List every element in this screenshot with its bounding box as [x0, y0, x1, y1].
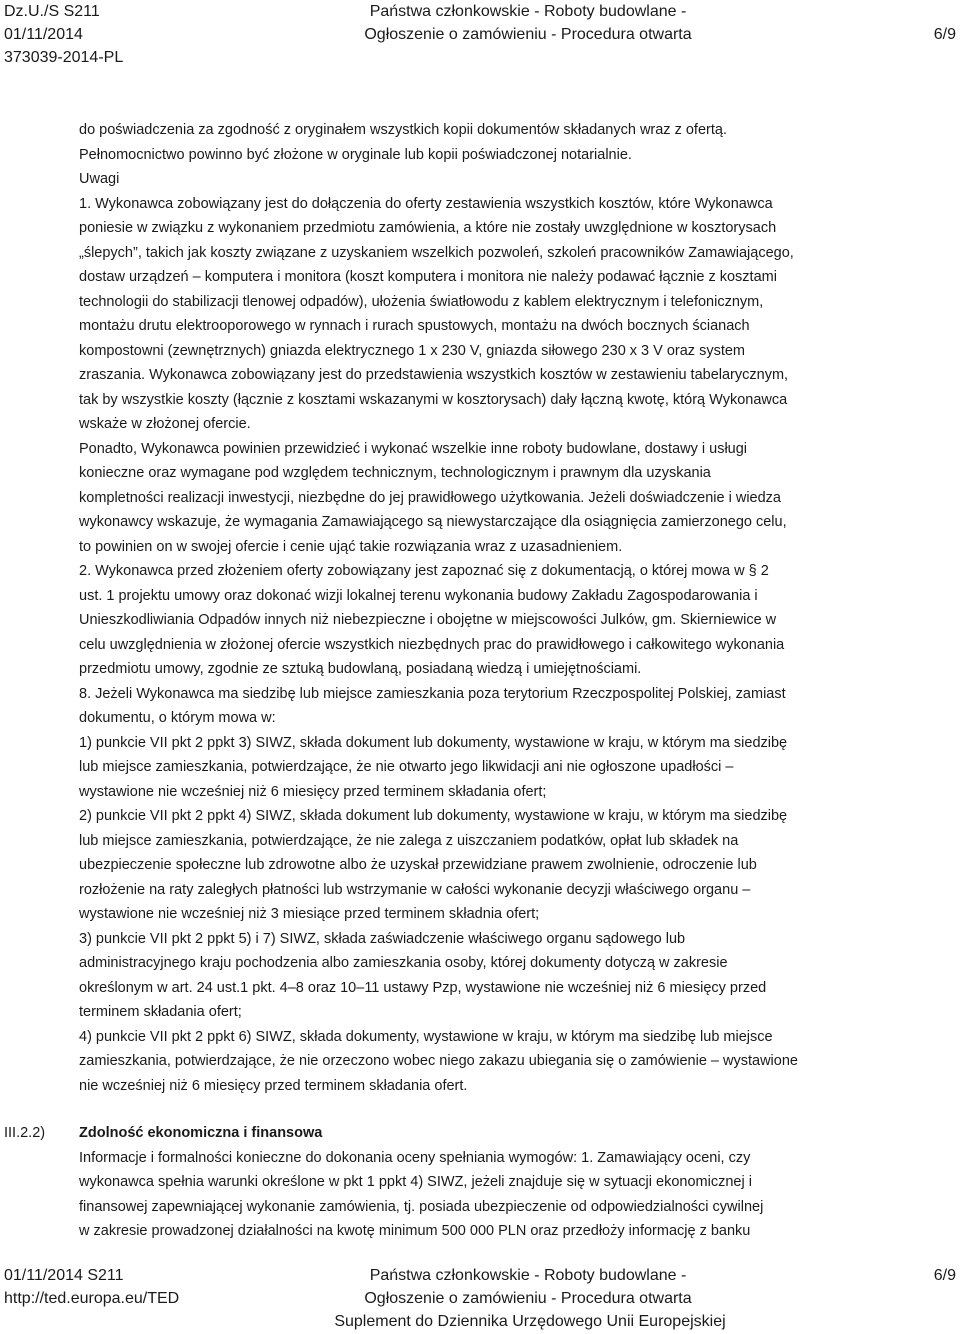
text-line: dostaw urządzeń – komputera i monitora (koszt komputera i monitora nie należy podawać łącznie z kosztami	[79, 269, 777, 285]
text-line: administracyjnego kraju pochodzenia albo zamieszkania osoby, której dokumenty dotyczą w zakresie	[79, 955, 728, 971]
text-line: 2. Wykonawca przed złożeniem oferty zobowiązany jest zapoznać się z dokumentacją, o której mowa w § 2	[79, 563, 769, 579]
text-line: rozłożenie na raty zaległych płatności lub wstrzymanie w całości wykonanie decyzji właściwego organu –	[79, 881, 751, 898]
section-code: III.2.2)	[4, 1125, 46, 1141]
text-line: 8. Jeżeli Wykonawca ma siedzibę lub miejsce zamieszkania poza terytorium Rzeczpospolitej Polskiej, zamiast	[79, 685, 786, 702]
text-line: określonym w art. 24 ust.1 pkt. 4–8 oraz 10–11 ustawy Pzp, wystawione nie wcześniej niż 6 miesięcy przed	[79, 979, 767, 996]
text-line: zamieszkania, potwierdzające, że nie orzeczono wobec niego zakazu ubiegania się o zamówienie – wystawione	[79, 1053, 798, 1069]
footer-title-line-2: Ogłoszenie o zamówieniu - Procedura otwarta	[364, 1290, 692, 1307]
text-line: lub miejsce zamieszkania, potwierdzające, że nie zalega z uiszczaniem podatków, opłat lub składek na	[79, 832, 739, 849]
text-line: wystawione nie wcześniej niż 3 miesiące przed terminem składnia ofert;	[79, 906, 540, 922]
text-line: ust. 1 projektu umowy oraz dokonać wizji lokalnej terenu wykonania budowy Zakładu Zagospodarowania i	[79, 587, 758, 604]
footer-left	[4, 1264, 179, 1310]
header-page-number: 6/9	[933, 26, 956, 43]
text-line: 4) punkcie VII pkt 2 ppkt 6) SIWZ, składa dokumenty, wystawione w kraju, w którym ma siedzibę lub miejsce	[79, 1028, 773, 1045]
footer-page-number: 6/9	[933, 1267, 956, 1284]
header-title	[348, 0, 708, 46]
text-line: 2) punkcie VII pkt 2 ppkt 4) SIWZ, składa dokument lub dokumenty, wystawione w kraju, w którym ma siedzibę	[79, 808, 788, 824]
text-line: nie wcześniej niż 6 miesięcy przed terminem składania ofert.	[79, 1077, 468, 1094]
text-line: „ślepych”, takich jak koszty związane z uzyskaniem wszelkich pozwoleń, szkoleń pracowników Zamawiającego,	[79, 244, 794, 261]
footer-supplement: Suplement do Dziennika Urzędowego Unii Europejskiej	[334, 1313, 726, 1330]
text-line: Ponadto, Wykonawca powinien przewidzieć i wykonać wszelkie inne roboty budowlane, dostawy i usługi	[79, 440, 748, 457]
notice-number: 373039-2014-PL	[4, 49, 124, 66]
text-line: konieczne oraz wymagane pod względem technicznym, technologicznym i prawnym dla uzyskania	[79, 465, 711, 481]
text-line: 3) punkcie VII pkt 2 ppkt 5) i 7) SIWZ, składa zaświadczenie właściwego organu sądowego lub	[79, 930, 686, 947]
text-line: to powinien on w swojej ofercie i cenie ująć takie rozwiązania wraz z uzasadnieniem.	[79, 538, 623, 555]
header-left	[4, 0, 123, 69]
publication-date: 01/11/2014	[4, 26, 83, 43]
text-line: tak by wszystkie koszty (łącznie z kosztami wskazanymi w kosztorysach) dały łączną kwotę, którą Wykonawca	[79, 391, 788, 408]
section-text	[79, 1146, 957, 1244]
text-line: montażu drutu elektrooporowego w rynnach i rurach spustowych, montażu na dwóch bocznych ścianach	[79, 318, 750, 334]
footer-title	[348, 1264, 708, 1310]
text-line: wystawione nie wcześniej niż 6 miesięcy przed terminem składania ofert;	[79, 783, 547, 800]
footer-title-line-1: Państwa członkowskie - Roboty budowlane -	[369, 1267, 687, 1284]
body-text	[79, 118, 957, 1098]
header-title-line-1: Państwa członkowskie - Roboty budowlane -	[369, 3, 687, 20]
text-line: kompostowni (zewnętrznych) gniazda elektrycznego 1 x 230 V, gniazda siłowego 230 x 3 V oraz system	[79, 342, 746, 359]
text-line: technologii do stabilizacji tlenowej odpadów), ułożenia światłowodu z kablem elektrycznym i telefonicznym,	[79, 293, 764, 310]
text-line: wskaże w złożonej ofercie.	[79, 416, 251, 432]
header-title-line-2: Ogłoszenie o zamówieniu - Procedura otwarta	[364, 26, 692, 43]
text-line: 1) punkcie VII pkt 2 ppkt 3) SIWZ, składa dokument lub dokumenty, wystawione w kraju, w którym ma siedzibę	[79, 734, 788, 751]
text-line: kompletności realizacji inwestycji, niezbędne do jej prawidłowego użytkowania. Jeżeli doświadczenie i wiedza	[79, 489, 781, 506]
text-line: ubezpieczenie społeczne lub zdrowotne albo że uzyskał przewidziane prawem zwolnienie, odroczenie lub	[79, 857, 757, 873]
text-line: zraszania. Wykonawca zobowiązany jest do przedstawienia wszystkich kosztów w zestawieniu tabelarycznym,	[79, 367, 789, 383]
text-line: przedmiotu umowy, zgodnie ze sztuką budowlaną, posiadaną wiedzą i umiejętnościami.	[79, 661, 642, 677]
text-line: Uwagi	[79, 171, 120, 187]
text-line: do poświadczenia za zgodność z oryginałem wszystkich kopii dokumentów składanych wraz z ofertą.	[79, 122, 727, 138]
text-line: lub miejsce zamieszkania, potwierdzające, że nie otwarto jego likwidacji ani nie ogłoszone upadłości –	[79, 759, 734, 775]
text-line: finansowej zapewniającej wykonanie zamówienia, tj. posiada ubezpieczenie od odpowiedzialności cywilnej	[79, 1198, 764, 1215]
section-title: Zdolność ekonomiczna i finansowa	[79, 1125, 323, 1141]
text-line: w zakresie prowadzonej działalności na kwotę minimum 500 000 PLN oraz przedłoży informację z banku	[79, 1223, 751, 1239]
text-line: celu uwzględnienia w złożonej ofercie wszystkich niezbędnych prac do prawidłowego i całkowitego wykonania	[79, 636, 785, 653]
text-line: dokumentu, o którym mowa w:	[79, 710, 276, 726]
text-line: poniesie w związku z wykonaniem przedmiotu zamówienia, a które nie zostały uwzględnione w kosztorysach	[79, 220, 777, 236]
text-line: Pełnomocnictwo powinno być złożone w oryginale lub kopii poświadczonej notarialnie.	[79, 146, 632, 163]
text-line: wykonawca spełnia warunki określone w pkt 1 ppkt 4) SIWZ, jeżeli znajduje się w sytuacji ekonomicznej i	[79, 1174, 752, 1190]
text-line: Informacje i formalności konieczne do dokonania oceny spełniania wymogów: 1. Zamawiający oceni, czy	[79, 1149, 751, 1166]
text-line: 1. Wykonawca zobowiązany jest do dołączenia do oferty zestawienia wszystkich kosztów, które Wykonawca	[79, 195, 773, 212]
footer-url: http://ted.europa.eu/TED	[4, 1290, 180, 1307]
journal-ref: Dz.U./S S211	[4, 3, 100, 20]
text-line: Unieszkodliwiania Odpadów innych niż niebezpieczne i obojętne w miejscowości Julków, gm. Skierniewice w	[79, 612, 777, 628]
text-line: wykonawcy wskazuje, że wymagania Zamawiającego są niewystarczające dla osiągnięcia zamierzonego celu,	[79, 514, 787, 530]
footer-date-series: 01/11/2014 S211	[4, 1267, 124, 1284]
text-line: terminem składania ofert;	[79, 1004, 242, 1020]
